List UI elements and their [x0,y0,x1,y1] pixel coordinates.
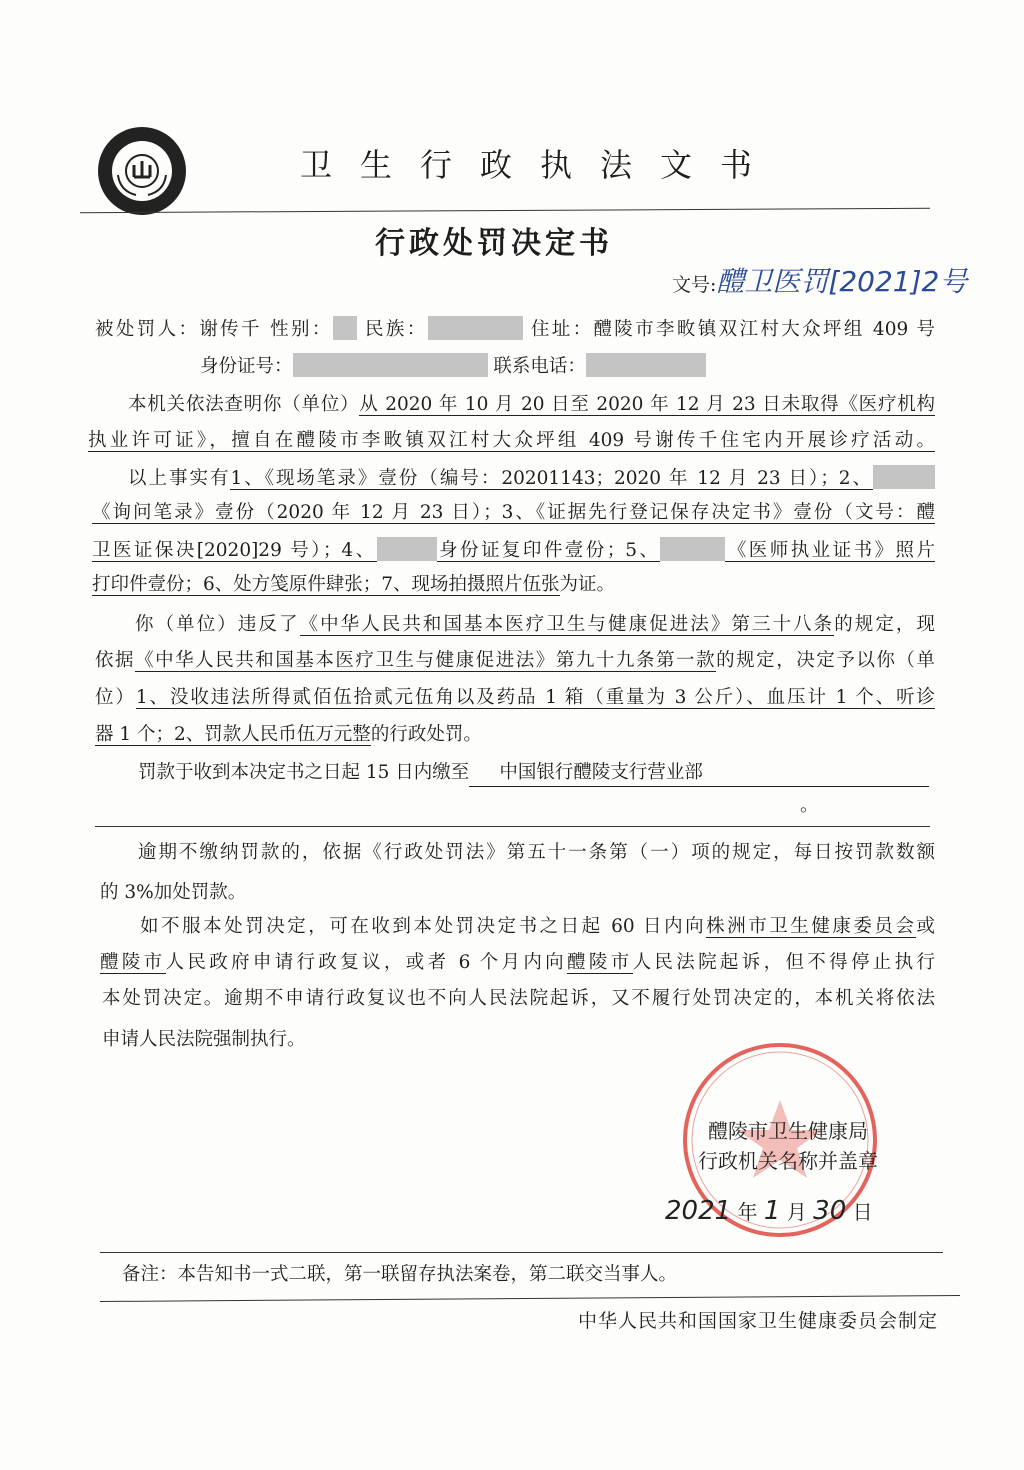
body-text: 或 [916,916,935,937]
agency-seal-label: 行政机关名称并盖章 [698,1149,878,1173]
body-line [95,648,935,674]
body-line [128,465,935,491]
body-line [88,428,935,454]
document-number-label: 文号: [672,274,717,296]
header-rule [80,208,930,213]
filled-field-text: 打印件壹份；6、处方笺原件肆张；7、现场拍摄照片伍张 [92,574,560,595]
body-text: 以上事实有 [128,468,231,489]
filled-field-text: 株洲市卫生健康委员会 [706,916,917,937]
redacted-field [586,353,706,377]
body-text: 人民政府申请行政复议，或者 6 个月内向 [165,952,568,973]
body-line [800,793,1024,819]
body-text: 联系电话： [487,356,586,377]
date-year: 2021 [665,1196,732,1226]
body-text: 本处罚决定。逾期不申请行政复议也不向人民法院起诉，又不履行处罚决定的，本机关将依法 [102,988,935,1009]
body-text: 人民法院起诉，但不得停止执行 [632,952,935,973]
date-month: 1 [763,1196,781,1226]
body-line [135,612,935,638]
agency-name: 醴陵市卫生健康局 [708,1119,868,1143]
body-line [200,353,1024,380]
filled-field-text: 中国银行醴陵支行营业部 [469,760,929,787]
date-day-unit: 日 [852,1200,873,1224]
date-month-unit: 月 [786,1200,807,1224]
footer-rule-bottom [100,1295,960,1302]
body-text: 的规定，现 [834,614,935,635]
filled-field-text: 从 2020 年 10 月 20 日至 2020 年 12 月 23 日未取得《医疗机构 [359,394,935,415]
body-text: 被处罚人：谢传千 性别： [95,319,333,340]
blank-fill-line [95,826,930,827]
form-maker: 中华人民共和国国家卫生健康委员会制定 [578,1310,939,1332]
filled-field-text: 《中华人民共和国基本医疗卫生与健康促进法》第三十八条 [299,614,835,635]
filled-field-text: 执业许可证》，擅自在醴陵市李畋镇双江村大众坪组 409 号谢传千住宅内开展诊疗活动。 [88,430,935,451]
date-day: 30 [813,1196,847,1226]
body-text: 为证。 [559,574,616,595]
body-line [95,316,935,342]
body-text: 依据 [95,650,136,671]
footer-note [100,1262,940,1288]
body-text: 。 [800,795,819,816]
filled-field-text: 1、《现场笔录》壹份（编号：20201143；2020 年 12 月 23 日）；2、 [230,468,873,489]
filled-field-text: 身份证复印件壹份；5、 [436,540,661,561]
body-text: 的规定，决定予以你（单 [716,650,935,671]
filled-field-text: 1、没收违法所得贰佰伍拾贰元伍角以及药品 1 箱（重量为 3 公斤）、血压计 1 个、听诊 [135,687,935,708]
document-number [672,266,967,301]
body-line [138,760,998,787]
redacted-field [428,316,523,340]
body-text: 身份证号： [200,356,293,377]
filled-field-text: 《询问笔录》壹份（2020 年 12 月 23 日）；3、《证据先行登记保存决定书》壹份（文号：醴 [92,502,935,523]
body-line [92,572,952,598]
redacted-field [333,316,357,340]
footer-note-text: 备注：本告知书一式二联，第一联留存执法案卷，第二联交当事人。 [122,1264,678,1285]
body-text: 你（单位）违反了 [135,614,300,635]
document-title: 行政处罚决定书 [375,226,613,261]
body-line [92,537,935,563]
body-line [95,685,935,711]
health-inspection-emblem [96,125,188,217]
body-text: 的 3%加处罚款。 [100,882,247,903]
filled-field-text: 醴陵市 [100,952,166,973]
body-text: 住址：醴陵市李畋镇双江村大众坪组 409 号 [522,319,935,340]
body-line [140,914,935,940]
body-text: 罚款于收到本决定书之日起 15 日内缴至 [138,762,470,783]
footer-rule-top [100,1252,943,1253]
body-line [100,950,935,976]
body-text: 本机关依法查明你（单位） [128,394,360,415]
signature-date [665,1198,873,1225]
redacted-field [660,537,725,561]
document-number-value: 醴卫医罚[2021]2号 [716,265,968,298]
date-year-unit: 年 [737,1200,758,1224]
body-text: 位） [95,687,136,708]
body-text: 如不服本处罚决定，可在收到本处罚决定书之日起 60 日内向 [140,916,707,937]
redacted-field [873,465,935,489]
body-text: 申请人民法院强制执行。 [102,1029,306,1050]
agency-title: 卫生行政执法文书 [300,146,781,184]
filled-field-text: 卫医证保决[2020]29 号）；4、 [92,540,377,561]
body-line [102,986,935,1012]
body-line [128,392,935,418]
body-text: 民族： [356,319,428,340]
body-line [92,500,935,526]
filled-field-text: 《中华人民共和国基本医疗卫生与健康促进法》第九十九条第一款 [135,650,717,671]
body-text: 逾期不缴纳罚款的，依据《行政处罚法》第五十一条第（一）项的规定，每日按罚款数额 [138,842,935,863]
body-line [100,880,960,906]
redacted-field [293,353,488,377]
body-line [95,722,955,748]
body-text: 的行政处罚。 [370,724,482,745]
filled-field-text: 醴陵市 [567,952,633,973]
body-line [138,840,935,866]
redacted-field [377,537,437,561]
filled-field-text: 器 1 个；2、罚款人民币伍万元整 [95,724,371,745]
filled-field-text: 《医师执业证书》照片 [725,540,935,561]
